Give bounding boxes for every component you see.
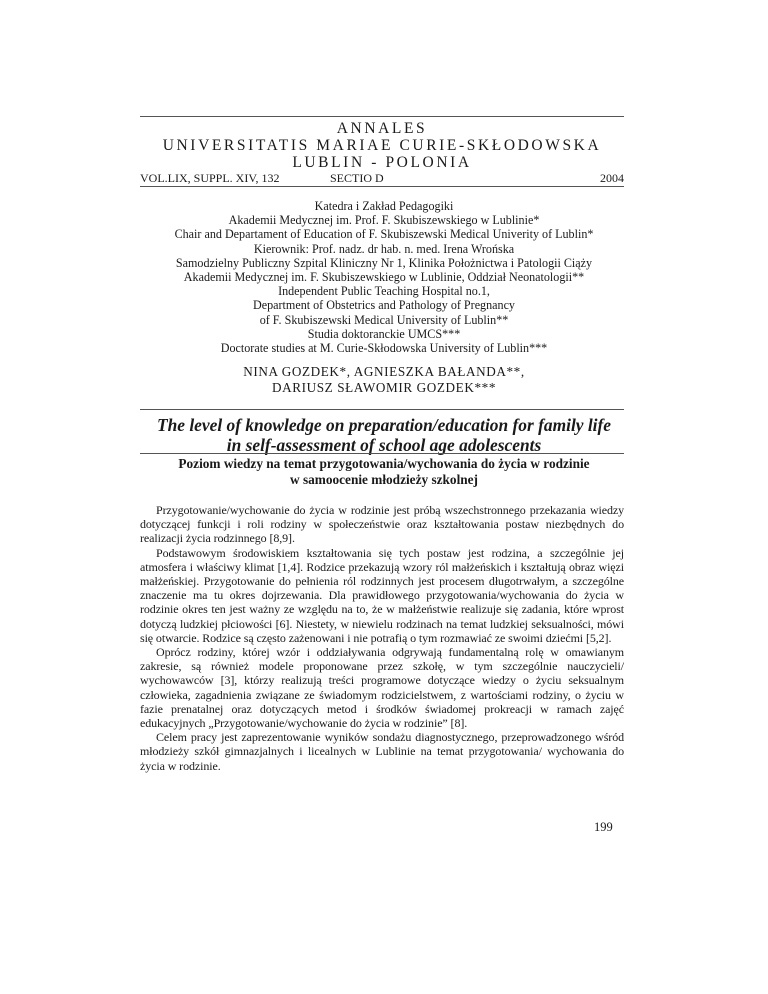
journal-name-line-3: LUBLIN - POLONIA bbox=[292, 154, 472, 171]
authors-line-2: DARIUSZ SŁAWOMIR GOZDEK*** bbox=[271, 380, 497, 395]
english-title-line-2: in self-assessment of school age adolescents bbox=[226, 435, 542, 455]
body-text bbox=[140, 503, 624, 773]
affiliation-line: Akademii Medycznej im. Prof. F. Skubiszewskiego w Lublinie* bbox=[228, 213, 540, 228]
affiliation-line: Chair and Departament of Education of F. Skubiszewski Medical Univerity of Lublin* bbox=[174, 227, 594, 242]
section-info: SECTIO D bbox=[330, 171, 384, 185]
affiliation-line: Samodzielny Publiczny Szpital Kliniczny Nr 1, Klinika Położnictwa i Patologii Ciąży bbox=[175, 255, 593, 270]
authors-block bbox=[100, 364, 668, 396]
affiliation-line: Independent Public Teaching Hospital no.1, bbox=[278, 284, 490, 299]
affiliations-block bbox=[100, 199, 668, 355]
body-paragraph: Celem pracy jest zaprezentowanie wyników sondażu diagnostycznego, przeprowadzonego wśród młodzieży szkół gimnazjalnych i licealnych w Lublinie na temat przygotowania/ wychowania do życia w rodzinie. bbox=[140, 730, 624, 773]
affiliation-line: Katedra i Zakład Pedagogiki bbox=[314, 199, 454, 213]
polish-title-line-2: w samoocenie młodzieży szkolnej bbox=[290, 472, 478, 487]
polish-title bbox=[100, 456, 668, 488]
page-number: 199 bbox=[594, 820, 613, 834]
title-top-rule bbox=[140, 409, 624, 410]
authors-line-1: NINA GOZDEK*, AGNIESZKA BAŁANDA**, bbox=[243, 364, 525, 379]
body-paragraph: Oprócz rodziny, której wzór i oddziaływania odgrywają fundamentalną rolę w omawianym zakresie, są również modele proponowane przez szkołę, w tym szczególnie nauczycieli/ wychowawców [3], którzy realizują treści programowe dotyczące wiedzy o życiu seksualnym człowieka, zagadnienia związane ze świadomym rodzicielstwem, z wartościami rodziny, o życiu w fazie prenatalnej oraz dotyczących metod i środków świadomej prokreacji w ramach zajęć edukacyjnych „Przygotowanie/wychowanie do życia w rodzinie” [8]. bbox=[140, 645, 624, 731]
polish-title-line-1: Poziom wiedzy na temat przygotowania/wychowania do życia w rodzinie bbox=[178, 456, 590, 471]
affiliation-line: Studia doktoranckie UMCS*** bbox=[307, 326, 461, 341]
affiliation-line: Akademii Medycznej im. F. Skubiszewskiego w Lublinie, Oddział Neonatologii** bbox=[183, 270, 585, 285]
affiliation-line: Department of Obstetrics and Pathology of Pregnancy bbox=[253, 298, 515, 313]
body-paragraph: Przygotowanie/wychowanie do życia w rodzinie jest próbą wszechstronnego przekazania wiedzy dotyczącej funkcji i roli rodziny w społeczeństwie oraz kształtowania postaw niezbędnych do realizacji życia rodzinnego [8,9]. bbox=[140, 503, 624, 546]
header-top-rule bbox=[140, 116, 624, 117]
year-info: 2004 bbox=[600, 171, 624, 185]
header-bottom-rule bbox=[140, 186, 624, 187]
journal-name-line-1: ANNALES bbox=[336, 120, 428, 137]
affiliation-line: of F. Skubiszewski Medical University of Lublin** bbox=[259, 312, 509, 327]
affiliation-line: Doctorate studies at M. Curie-Skłodowska University of Lublin*** bbox=[220, 341, 548, 356]
journal-name-line-2: UNIVERSITATIS MARIAE CURIE-SKŁODOWSKA bbox=[162, 137, 602, 154]
english-title bbox=[100, 415, 668, 455]
body-paragraph: Podstawowym środowiskiem kształtowania się tych postaw jest rodzina, a szczególnie jej atmosfera i właściwy klimat [1,4]. Rodzice przekazują wzory ról małżeńskich i kształtują obraz więzi małżeńskiej. Przygotowanie do pełnienia ról rodzinnych jest procesem długotrwałym, a szczególne znaczenie ma tu okres dojrzewania. Dla prawidłowego przygotowania/wychowania do życia w rodzinie okres ten jest ważny ze względu na to, że w małżeństwie realizuje się zadania, które wprost dotyczą ludzkiej płciowości [6]. Niestety, w niewielu rodzinach na temat ludzkiej seksualności, mówi się otwarcie. Rodzice są często zażenowani i nie potrafią o tym rozmawiać ze swoimi dziećmi [5,2]. bbox=[140, 545, 624, 645]
volume-info: VOL.LIX, SUPPL. XIV, 132 bbox=[140, 171, 280, 185]
title-bottom-rule bbox=[140, 453, 624, 454]
affiliation-line: Kierownik: Prof. nadz. dr hab. n. med. Irena Wrońska bbox=[253, 241, 515, 256]
english-title-line-1: The level of knowledge on preparation/education for family life bbox=[156, 415, 612, 435]
